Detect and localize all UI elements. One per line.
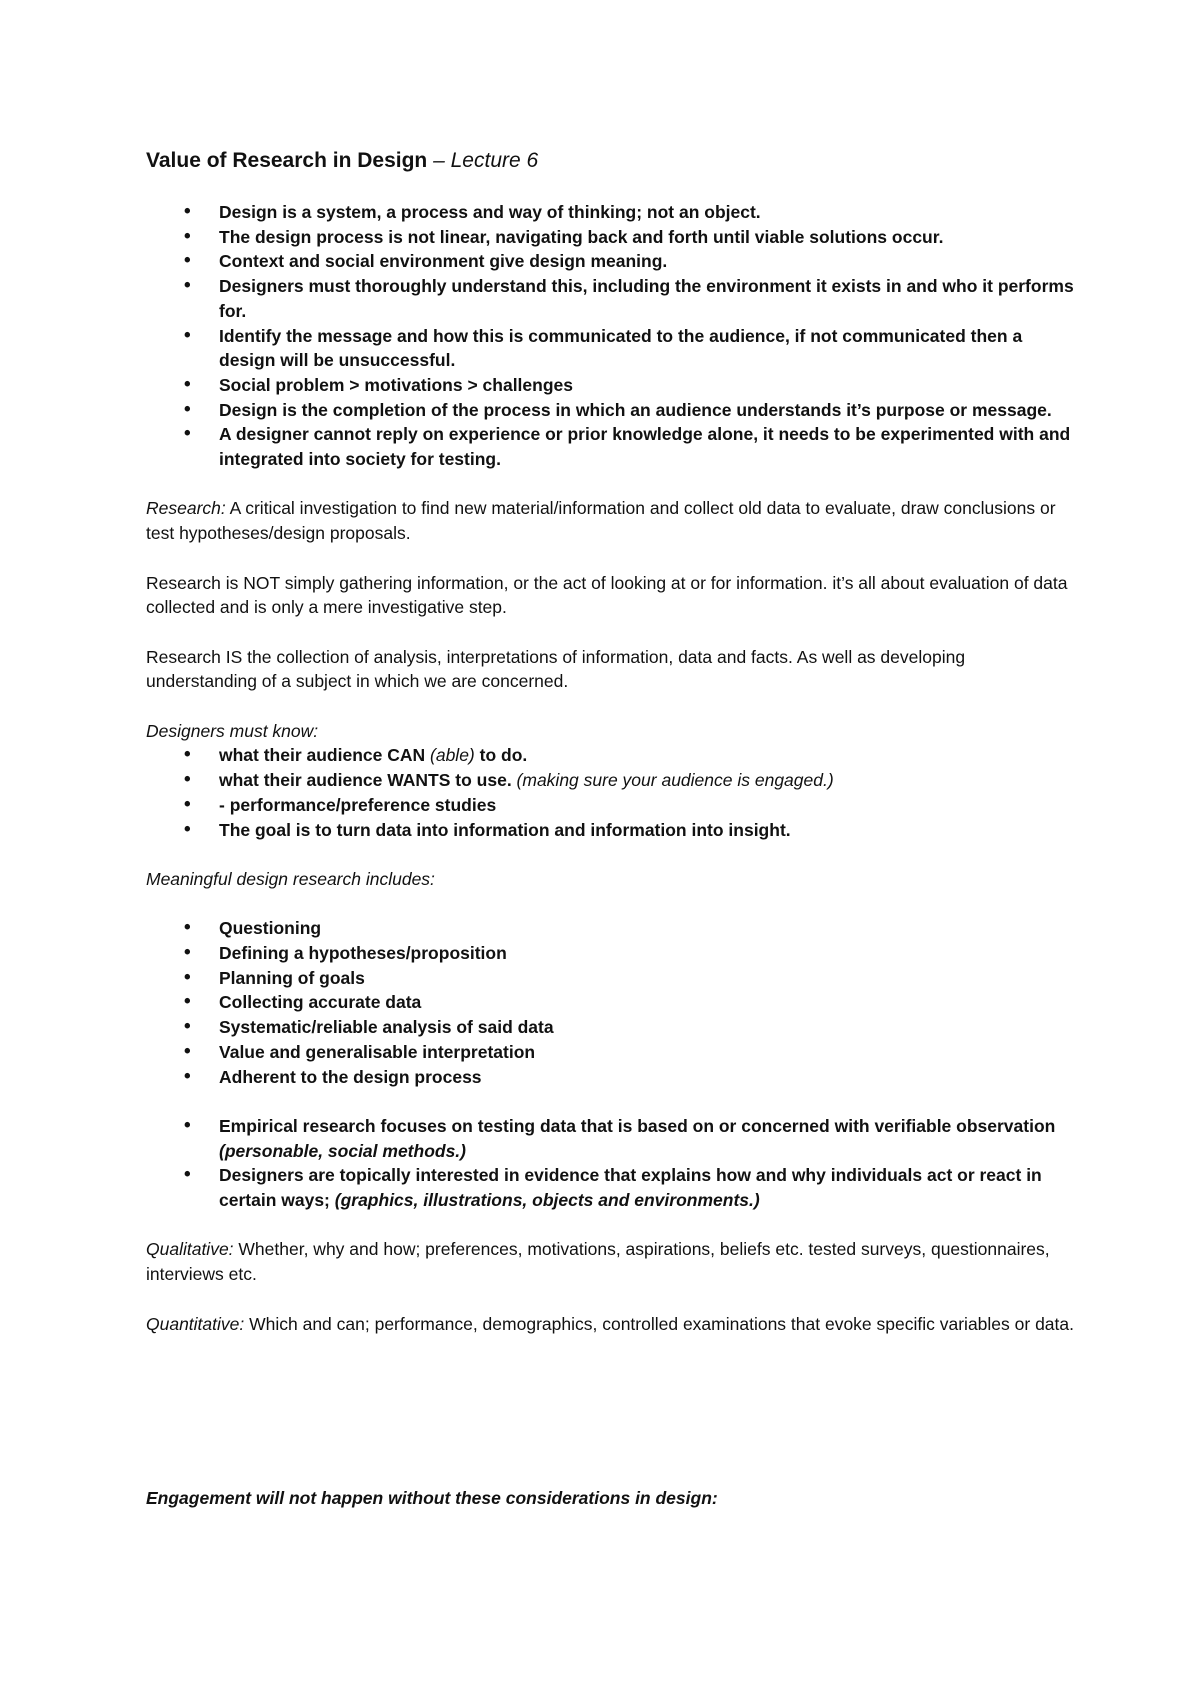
list-item: • The design process is not linear, navigating back and forth until viable solutions occur. bbox=[146, 225, 1076, 250]
qualitative-text: Whether, why and how; preferences, motivations, aspirations, beliefs etc. tested surveys, questionnaires, interviews etc. bbox=[146, 1239, 1050, 1285]
item-text: to do. bbox=[474, 745, 528, 766]
list-item: • - performance/preference studies bbox=[146, 793, 1076, 818]
research-text: A critical investigation to find new material/information and collect old data to evaluate, draw conclusions or test hypotheses/design proposals. bbox=[146, 498, 1056, 544]
list-item: • Context and social environment give design meaning. bbox=[146, 249, 1076, 274]
title-lecture: Lecture 6 bbox=[450, 149, 539, 172]
meaningful-heading: Meaningful design research includes: bbox=[146, 868, 435, 889]
list-item bbox=[146, 1163, 1076, 1212]
intro-bullet-list bbox=[146, 200, 1076, 472]
item-italic: (graphics, illustrations, objects and environments.) bbox=[334, 1190, 760, 1211]
list-item: • Designers must thoroughly understand this, including the environment it exists in and who it performs for. bbox=[146, 274, 1076, 323]
title-dash: – bbox=[427, 149, 451, 172]
list-item: • Social problem > motivations > challenges bbox=[146, 373, 1076, 398]
list-item bbox=[146, 768, 1076, 793]
quantitative-text: Which and can; performance, demographics, controlled examinations that evoke specific variables or data. bbox=[244, 1313, 1074, 1334]
list-item: • Design is a system, a process and way of thinking; not an object. bbox=[146, 200, 1076, 225]
item-italic: (able) bbox=[430, 745, 475, 766]
meaningful-list bbox=[146, 916, 1076, 1089]
empirical-list bbox=[146, 1114, 1076, 1213]
item-text: Empirical research focuses on testing data that is based on or concerned with verifiable observation bbox=[219, 1115, 1056, 1136]
qualitative-paragraph bbox=[146, 1237, 1076, 1286]
page-title bbox=[146, 146, 1076, 176]
item-text: what their audience CAN bbox=[219, 745, 431, 766]
list-item bbox=[146, 743, 1076, 768]
list-item: • Questioning bbox=[146, 916, 1076, 941]
list-item: • A designer cannot reply on experience or prior knowledge alone, it needs to be experimented with and integrated into society for testing. bbox=[146, 422, 1076, 471]
quantitative-label: Quantitative: bbox=[146, 1313, 245, 1334]
list-item: • Adherent to the design process bbox=[146, 1065, 1076, 1090]
designers-know-list bbox=[146, 743, 1076, 842]
research-definition bbox=[146, 496, 1076, 545]
item-italic: (personable, social methods.) bbox=[219, 1140, 466, 1161]
qualitative-label: Qualitative: bbox=[146, 1239, 234, 1260]
title-main: Value of Research in Design bbox=[146, 149, 428, 172]
list-item: • Value and generalisable interpretation bbox=[146, 1040, 1076, 1065]
item-italic: (making sure your audience is engaged.) bbox=[516, 770, 834, 791]
list-item: • Planning of goals bbox=[146, 966, 1076, 991]
list-item: • The goal is to turn data into information and information into insight. bbox=[146, 818, 1076, 843]
list-item bbox=[146, 1114, 1076, 1163]
engagement-heading: Engagement will not happen without these considerations in design: bbox=[146, 1488, 718, 1509]
research-label: Research: bbox=[146, 498, 226, 519]
list-item: • Collecting accurate data bbox=[146, 990, 1076, 1015]
list-item: • Defining a hypotheses/proposition bbox=[146, 941, 1076, 966]
research-is-paragraph: Research IS the collection of analysis, interpretations of information, data and facts. As well as developing understanding of a subject in which we are concerned. bbox=[146, 646, 966, 692]
item-text: what their audience WANTS to use. bbox=[219, 770, 517, 791]
quantitative-paragraph bbox=[146, 1312, 1076, 1337]
list-item: • Identify the message and how this is communicated to the audience, if not communicated then a design will be unsuccessful. bbox=[146, 324, 1076, 373]
research-not-paragraph: Research is NOT simply gathering information, or the act of looking at or for information. it’s all about evaluation of data collected and is only a mere investigative step. bbox=[146, 572, 1068, 618]
list-item: • Design is the completion of the process in which an audience understands it’s purpose or message. bbox=[146, 398, 1076, 423]
designers-know-heading: Designers must know: bbox=[146, 720, 319, 741]
document-page bbox=[146, 146, 1076, 1511]
item-text: Designers are topically interested in evidence that explains how and why individuals act or react in certain ways; bbox=[219, 1165, 1042, 1211]
list-item: • Systematic/reliable analysis of said data bbox=[146, 1015, 1076, 1040]
